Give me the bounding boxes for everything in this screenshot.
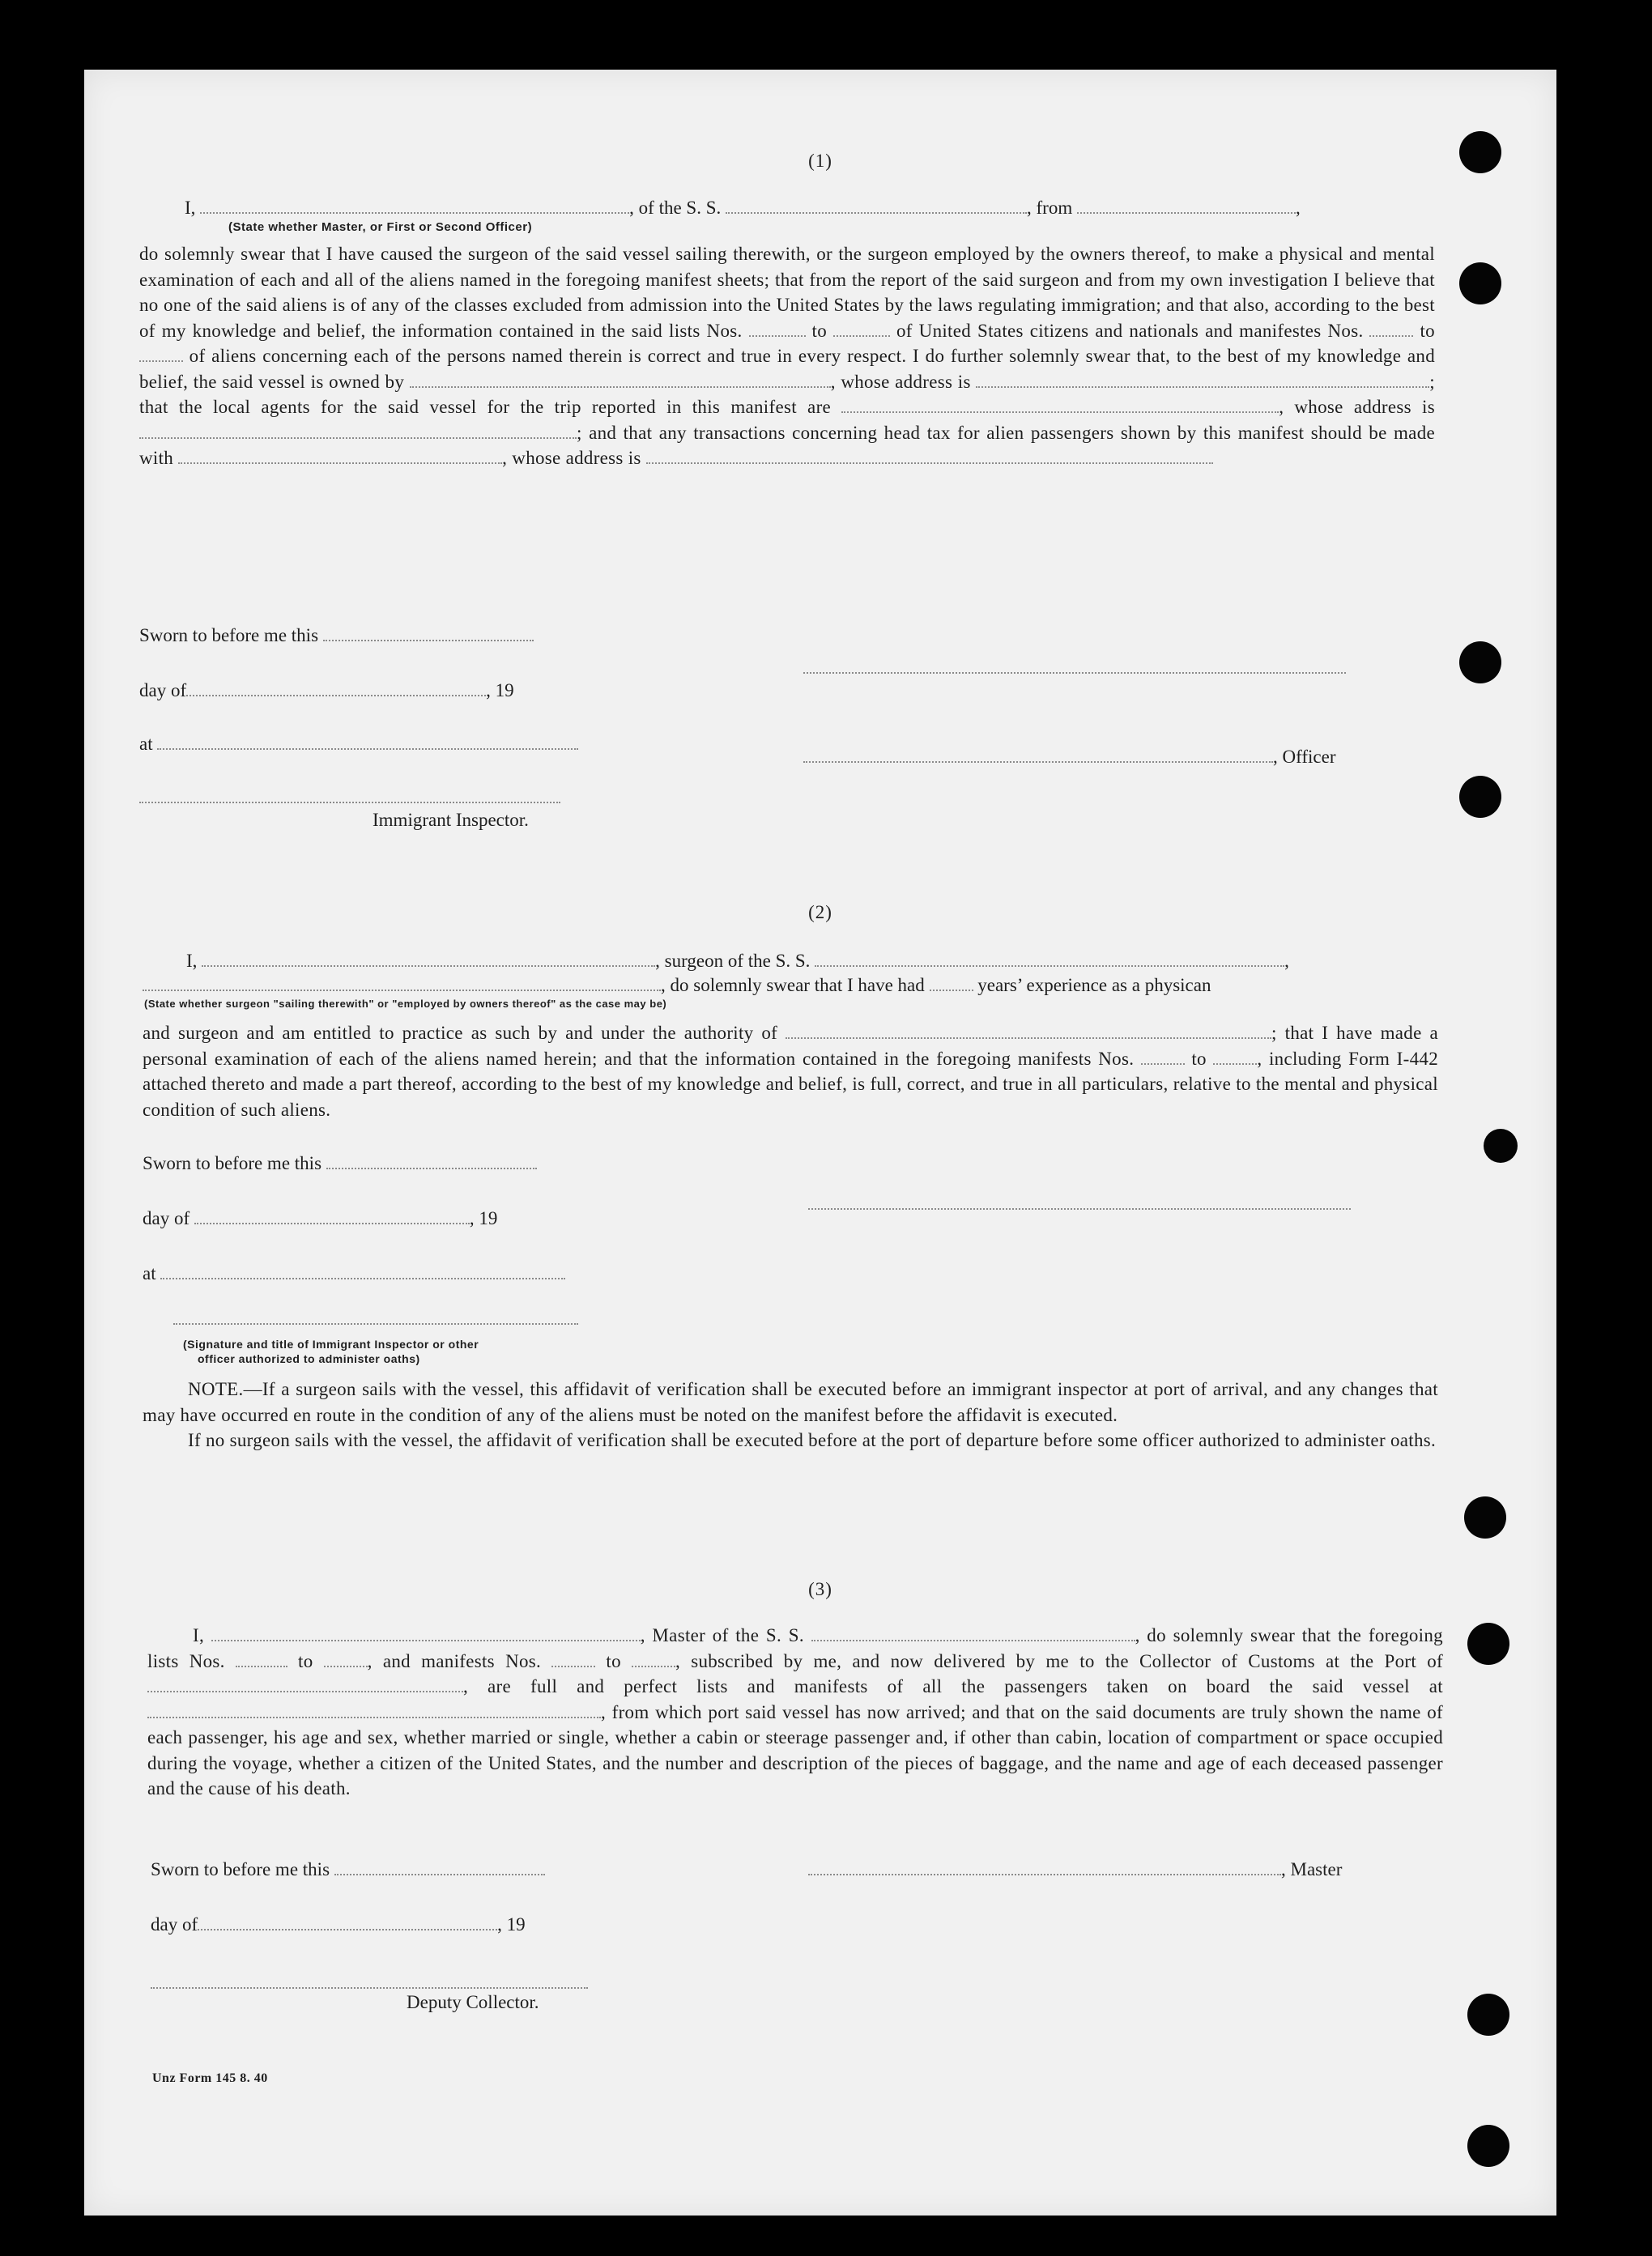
punch-hole-9 bbox=[1467, 2125, 1509, 2167]
punch-hole-7 bbox=[1467, 1623, 1509, 1665]
section-3-master bbox=[808, 1859, 1342, 1880]
alien-manifest-to-field[interactable] bbox=[139, 346, 183, 362]
section-1-officer bbox=[803, 747, 1335, 768]
text: , 19 bbox=[469, 1208, 498, 1228]
sworn-date-field-3[interactable] bbox=[334, 1859, 545, 1875]
text: Sworn to before me this bbox=[143, 1153, 322, 1173]
section-2-at bbox=[143, 1263, 565, 1284]
text: , surgeon of the S. S. bbox=[655, 951, 811, 971]
master-list-to-field[interactable] bbox=[324, 1651, 368, 1667]
text: that I have made a personal examination of each of the aliens named herein; and that the information contained in the foregoing manifests Nos. bbox=[143, 1023, 1439, 1069]
section-1-number: (1) bbox=[808, 151, 832, 171]
section-2-first-line bbox=[186, 951, 1289, 972]
text: Sworn to before me this bbox=[151, 1859, 330, 1879]
text: , from bbox=[1027, 198, 1073, 218]
citizen-list-to-field[interactable] bbox=[833, 321, 890, 337]
section-2-day bbox=[143, 1208, 497, 1229]
surgeon-vessel-field[interactable] bbox=[815, 951, 1284, 967]
officer-rank-field[interactable] bbox=[200, 198, 629, 214]
text: do solemnly swear that I have caused the surgeon of the said vessel sailing therewith, or the surgeon employed by the owners thereof, to make a physical and mental examination of each and all of the aliens named in the foregoing manifest sheets; that from the report of the said surgeon and from my own investigation I believe that no one of the said aliens is of any of the classes excluded from admission into the United States by the laws regulating immigration; and that also, according to the best of my knowledge and belief, the information contained in the said lists Nos. bbox=[139, 244, 1435, 341]
punch-hole-8 bbox=[1467, 1994, 1509, 2036]
text: , of the S. S. bbox=[629, 198, 722, 218]
citizen-list-from-field[interactable] bbox=[749, 321, 806, 337]
sworn-date-field-1[interactable] bbox=[323, 625, 534, 641]
owner-address-field[interactable] bbox=[976, 372, 1429, 388]
section-1-inspector: Immigrant Inspector. bbox=[373, 810, 529, 830]
text: , Master of the S. S. bbox=[640, 1625, 804, 1645]
section-1-paragraph bbox=[139, 241, 1435, 471]
at-field-1[interactable] bbox=[157, 734, 578, 750]
section-2-number: (2) bbox=[808, 902, 832, 922]
text: , 19 bbox=[486, 680, 514, 700]
text: to bbox=[1420, 320, 1435, 341]
text: day of bbox=[151, 1914, 198, 1935]
text: , bbox=[1284, 951, 1289, 971]
signature-line-1a[interactable] bbox=[803, 670, 1346, 674]
section-2-paragraph bbox=[143, 1020, 1438, 1122]
section-1-day bbox=[139, 680, 514, 701]
section-1-at bbox=[139, 734, 578, 755]
text: to bbox=[1191, 1048, 1207, 1069]
section-3-number: (3) bbox=[808, 1579, 832, 1599]
inspector-signature-line[interactable] bbox=[139, 800, 560, 803]
surgeon-name-field[interactable] bbox=[202, 951, 655, 967]
section-3-day bbox=[151, 1914, 526, 1935]
master-list-from-field[interactable] bbox=[236, 1651, 287, 1667]
section-1-caption: (State whether Master, or First or Second Officer) bbox=[228, 220, 533, 234]
text: of aliens concerning each of the persons named therein is correct and true in every respect. I do further solemnly swear that, to the best of my knowledge and belief, the said vessel is owned by bbox=[139, 346, 1435, 392]
text: ; bbox=[1271, 1023, 1277, 1043]
punch-hole-3 bbox=[1459, 641, 1501, 683]
master-manifest-from-field[interactable] bbox=[551, 1651, 595, 1667]
section-1-sworn bbox=[139, 625, 534, 646]
text: to bbox=[811, 320, 827, 341]
text: and surgeon and am entitled to practice as such by and under the authority of bbox=[143, 1023, 778, 1043]
text: at bbox=[139, 734, 153, 754]
surgeon-status-field[interactable] bbox=[143, 975, 661, 991]
text: , do solemnly swear that the foregoing lists Nos. bbox=[147, 1625, 1443, 1671]
day-of-field-2[interactable] bbox=[194, 1208, 470, 1224]
years-experience-field[interactable] bbox=[930, 975, 973, 991]
master-signature-field[interactable] bbox=[808, 1859, 1281, 1875]
departure-port-field[interactable] bbox=[1077, 198, 1296, 214]
vessel-owner-field[interactable] bbox=[410, 372, 831, 388]
text: I, bbox=[193, 1625, 205, 1645]
section-2-sworn bbox=[143, 1153, 537, 1174]
master-vessel-field[interactable] bbox=[811, 1625, 1135, 1641]
text: , from which port said vessel has now arrived; and that on the said documents are truly shown the name of each passenger, his age and sex, whether married or single, whether a cabin or steerage passenger and, if other than cabin, location of compartment or space occupied during the voyage, whether a citizen of the United States, and the number and description of the pieces of baggage, and the name and age of each deceased passenger and the cause of his death. bbox=[147, 1701, 1443, 1798]
port-of-embarkation-field[interactable] bbox=[147, 1702, 601, 1718]
surgeon-manifest-to-field[interactable] bbox=[1213, 1049, 1257, 1065]
text: , do solemnly swear that I have had bbox=[661, 975, 925, 995]
text: to bbox=[298, 1650, 313, 1671]
punch-hole-6 bbox=[1464, 1496, 1506, 1539]
text: Sworn to before me this bbox=[139, 625, 319, 645]
local-agents-field[interactable] bbox=[841, 397, 1279, 413]
note-paragraph-2: If no surgeon sails with the vessel, the affidavit of verification shall be executed before at the port of departure before some officer authorized to administer oaths. bbox=[188, 1430, 1437, 1450]
text: , bbox=[502, 448, 508, 468]
master-manifest-to-field[interactable] bbox=[632, 1651, 675, 1667]
sig-caption-line-1: (Signature and title of Immigrant Inspector or other bbox=[183, 1338, 479, 1351]
head-tax-contact-field[interactable] bbox=[178, 448, 502, 464]
head-tax-address-field[interactable] bbox=[646, 448, 1213, 464]
alien-manifest-from-field[interactable] bbox=[1369, 321, 1413, 337]
sig-caption-line-2: officer authorized to administer oaths) bbox=[198, 1352, 420, 1365]
note-paragraph-1: NOTE.—If a surgeon sails with the vessel, this affidavit of verification shall be executed before an immigrant inspector at port of arrival, and any changes that may have occurred en route in the condition of any of the aliens must be noted on the manifest before the affidavit is executed. bbox=[143, 1379, 1438, 1425]
text: to bbox=[606, 1650, 621, 1671]
agents-address-field[interactable] bbox=[139, 423, 577, 439]
text: , whose address is bbox=[830, 371, 971, 392]
text: ; and that any transactions concerning head tax for alien passengers shown by this manifest should be made with bbox=[139, 422, 1435, 468]
text: day of bbox=[143, 1208, 190, 1228]
text: , and manifests Nos. bbox=[367, 1650, 542, 1671]
text: day of bbox=[139, 680, 187, 700]
form-page bbox=[84, 70, 1556, 2216]
text: , bbox=[1295, 198, 1301, 218]
text: , including Form I-442 attached thereto and made a part thereof, according to the best of my knowledge and belief, is full, correct, and true in all particulars, relative to the mental and physical condition of such aliens. bbox=[143, 1048, 1439, 1120]
authority-field[interactable] bbox=[786, 1023, 1271, 1039]
sworn-date-field-2[interactable] bbox=[326, 1153, 537, 1169]
text: , are full and perfect lists and manifests of all the passengers taken on board the said vessel at bbox=[463, 1676, 1443, 1696]
port-of-arrival-field[interactable] bbox=[147, 1676, 463, 1692]
text: at bbox=[143, 1263, 156, 1283]
section-3-deputy: Deputy Collector. bbox=[407, 1992, 539, 2012]
punch-hole-2 bbox=[1459, 262, 1501, 304]
text: , subscribed by me, and now delivered by me to the Collector of Customs at the Port of bbox=[675, 1650, 1443, 1671]
text: years’ experience as a physican bbox=[977, 975, 1211, 995]
master-name-field[interactable] bbox=[211, 1625, 641, 1641]
officer-signature-field[interactable] bbox=[803, 747, 1273, 763]
text: of United States citizens and nationals and manifestes Nos. bbox=[896, 320, 1364, 341]
section-3-paragraph bbox=[147, 1623, 1443, 1802]
section-2-note bbox=[143, 1377, 1438, 1454]
text: , Officer bbox=[1273, 747, 1336, 767]
text: , whose address is bbox=[1279, 397, 1435, 417]
text: , Master bbox=[1281, 1859, 1343, 1879]
form-number: Unz Form 145 8. 40 bbox=[152, 2071, 268, 2085]
section-2-caption: (State whether surgeon "sailing therewith" or "employed by owners thereof" as the case may be) bbox=[144, 998, 667, 1010]
surgeon-signature-line[interactable] bbox=[808, 1207, 1351, 1210]
text: I, bbox=[185, 198, 196, 218]
surgeon-manifest-from-field[interactable] bbox=[1141, 1049, 1185, 1065]
punch-hole-4 bbox=[1459, 776, 1501, 818]
deputy-signature-line[interactable] bbox=[151, 1986, 588, 1989]
section-2-second-line bbox=[143, 975, 1211, 996]
day-of-field-1[interactable] bbox=[186, 680, 486, 696]
vessel-name-field[interactable] bbox=[726, 198, 1027, 214]
section-2-officer-signature-line[interactable] bbox=[173, 1322, 578, 1325]
text: whose address is bbox=[512, 448, 641, 468]
section-1-first-line bbox=[185, 198, 1301, 219]
text: I, bbox=[186, 951, 198, 971]
text: , 19 bbox=[497, 1914, 526, 1935]
at-field-2[interactable] bbox=[160, 1263, 565, 1279]
punch-hole-5 bbox=[1484, 1129, 1518, 1163]
section-3-sworn bbox=[151, 1859, 545, 1880]
text: ; that the local agents for the said vessel for the trip reported in this manifest are bbox=[139, 371, 1435, 417]
day-of-field-3[interactable] bbox=[198, 1914, 497, 1930]
